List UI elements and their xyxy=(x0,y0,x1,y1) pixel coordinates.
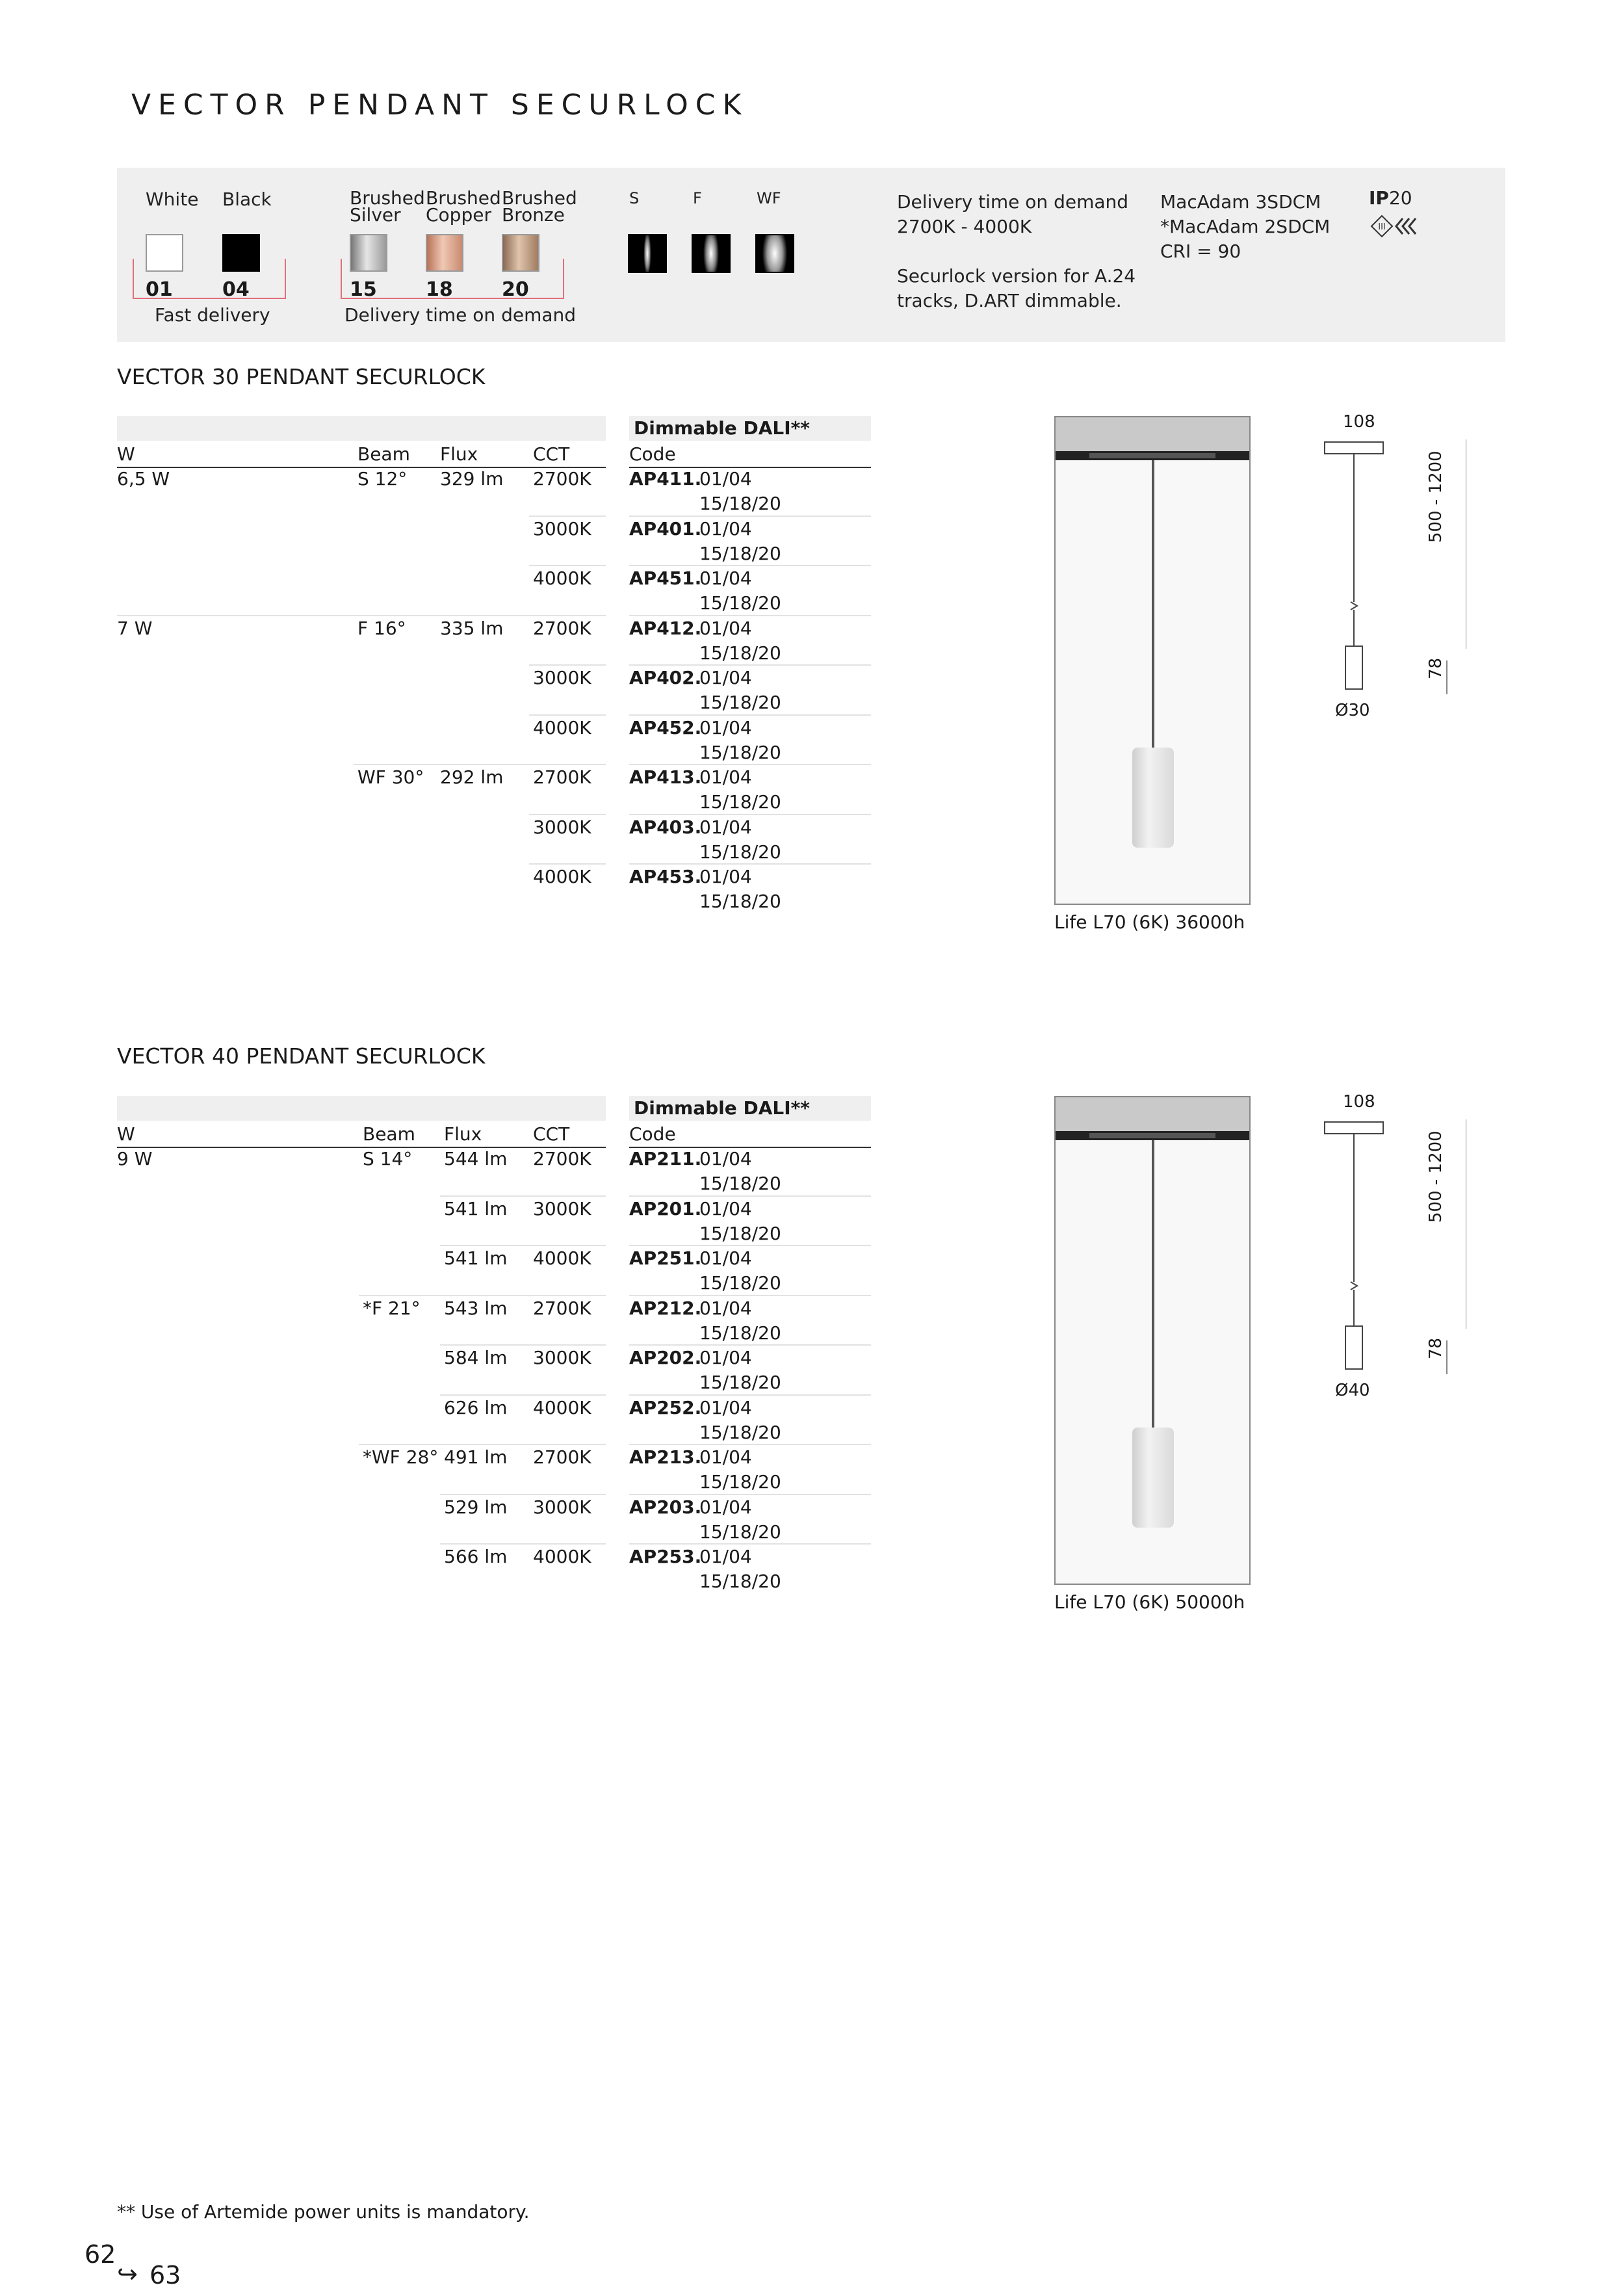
delivery-on-demand-label: Delivery time on demand xyxy=(344,304,577,326)
cell-finish-2: 15/18/20 xyxy=(699,791,781,813)
fast-delivery-bracket xyxy=(133,259,286,299)
ip-prefix: IP xyxy=(1369,187,1389,209)
info1-line1: Delivery time on demand xyxy=(897,191,1129,213)
beam-label-wf: WF xyxy=(757,189,781,207)
ip-value: 20 xyxy=(1388,187,1412,209)
cell-flux: 335 lm xyxy=(440,617,504,639)
cell-finish-1: 01/04 xyxy=(699,1396,752,1418)
cell-code: AP213. xyxy=(629,1446,702,1468)
footnote: ** Use of Artemide power units is mandatory. xyxy=(117,2201,530,2223)
cell-code: AP212. xyxy=(629,1297,702,1319)
track-top xyxy=(1056,1097,1249,1131)
cell-cct: 2700K xyxy=(533,1148,591,1169)
cell-cct: 2700K xyxy=(533,468,591,489)
cell-code: AP253. xyxy=(629,1546,702,1567)
dim-body: 78 xyxy=(1426,1337,1446,1359)
finish-label-brushed-bronze: Brushed Bronze xyxy=(502,187,577,226)
ip-text xyxy=(1369,187,1412,209)
dim-top: 108 xyxy=(1343,1092,1375,1112)
cell-flux: 543 lm xyxy=(444,1297,508,1319)
cell-finish-1: 01/04 xyxy=(699,716,752,738)
cell-finish-1: 01/04 xyxy=(699,1546,752,1567)
cell-cct: 3000K xyxy=(533,816,591,838)
row-rule-code xyxy=(629,714,871,716)
row-rule xyxy=(440,1494,606,1495)
dim-top: 108 xyxy=(1343,412,1375,432)
finish-label-black: Black xyxy=(222,189,272,210)
cell-code: AP401. xyxy=(629,517,702,540)
cell-finish-1: 01/04 xyxy=(699,866,752,887)
cell-code: AP252. xyxy=(629,1396,702,1418)
certification-icons xyxy=(1369,213,1421,239)
row-rule xyxy=(117,615,606,616)
cell-finish-1: 01/04 xyxy=(699,468,752,489)
col-head-w: W xyxy=(117,1123,135,1145)
dim-length: 500 - 1200 xyxy=(1426,1130,1446,1223)
delivery-info xyxy=(897,190,1136,313)
cell-finish-1: 01/04 xyxy=(699,1197,752,1220)
beam-label-s: S xyxy=(629,189,640,207)
cell-finish-2: 15/18/20 xyxy=(699,493,781,514)
cell-beam: F 16° xyxy=(357,617,406,639)
cell-finish-2: 15/18/20 xyxy=(699,1272,781,1294)
row-rule-code xyxy=(629,515,871,517)
finish-label-brushed-silver: Brushed Silver xyxy=(350,187,425,226)
cell-finish-1: 01/04 xyxy=(699,567,752,589)
cell-code: AP211. xyxy=(629,1148,702,1169)
product-image xyxy=(1054,1096,1251,1585)
cell-code: AP453. xyxy=(629,866,702,887)
col-head-beam: Beam xyxy=(363,1123,415,1145)
finish-info-band xyxy=(117,168,1505,342)
cell-flux: 541 lm xyxy=(444,1197,508,1220)
color-info xyxy=(1160,190,1330,264)
finish-code-brushed-copper: 18 xyxy=(426,278,453,301)
beam-icon-f xyxy=(692,234,731,273)
cell-finish-2: 15/18/20 xyxy=(699,542,781,564)
section-title: VECTOR 30 PENDANT SECURLOCK xyxy=(117,364,486,389)
product-image xyxy=(1054,416,1251,905)
cell-finish-2: 15/18/20 xyxy=(699,891,781,912)
cell-beam: S 14° xyxy=(363,1148,413,1169)
row-rule xyxy=(440,1344,606,1346)
cell-flux: 491 lm xyxy=(444,1446,508,1468)
section-title: VECTOR 40 PENDANT SECURLOCK xyxy=(117,1043,486,1069)
on-demand-bracket xyxy=(341,259,564,299)
cell-cct: 2700K xyxy=(533,617,591,639)
cell-finish-1: 01/04 xyxy=(699,1247,752,1269)
col-head-code: Code xyxy=(629,443,676,465)
cell-flux: 584 lm xyxy=(444,1347,508,1368)
page-title: VECTOR PENDANT SECURLOCK xyxy=(131,88,749,122)
cell-finish-2: 15/18/20 xyxy=(699,1222,781,1244)
suspension-cable xyxy=(1152,460,1154,749)
cell-code: AP451. xyxy=(629,567,702,589)
row-rule-code xyxy=(629,1444,871,1445)
info1-spacer xyxy=(897,239,1136,264)
cell-code: AP203. xyxy=(629,1496,702,1518)
life-label: Life L70 (6K) 36000h xyxy=(1054,911,1245,933)
cell-finish-2: 15/18/20 xyxy=(699,1571,781,1592)
cell-finish-1: 01/04 xyxy=(699,1148,752,1169)
row-rule xyxy=(529,515,606,517)
cell-w: 6,5 W xyxy=(117,468,170,489)
finish-label-white: White xyxy=(146,189,199,210)
cell-finish-1: 01/04 xyxy=(699,1496,752,1518)
row-rule-code xyxy=(629,764,871,765)
beam-label-f: F xyxy=(693,189,702,207)
row-rule-code xyxy=(629,565,871,566)
cell-flux: 544 lm xyxy=(444,1148,508,1169)
cell-cct: 4000K xyxy=(533,1247,591,1269)
cell-finish-2: 15/18/20 xyxy=(699,1173,781,1194)
cell-finish-1: 01/04 xyxy=(699,1297,752,1319)
finish-code-brushed-silver: 15 xyxy=(350,278,377,301)
cell-cct: 3000K xyxy=(533,1197,591,1220)
col-head-flux: Flux xyxy=(440,443,478,465)
cell-beam: WF 30° xyxy=(357,766,424,788)
cell-beam: S 12° xyxy=(357,468,408,489)
cell-finish-2: 15/18/20 xyxy=(699,1421,781,1443)
cell-finish-2: 15/18/20 xyxy=(699,692,781,713)
col-head-cct: CCT xyxy=(533,443,570,465)
col-head-code: Code xyxy=(629,1123,676,1145)
row-rule xyxy=(529,714,606,716)
cell-cct: 4000K xyxy=(533,1546,591,1567)
cell-finish-2: 15/18/20 xyxy=(699,1520,781,1543)
cell-w: 7 W xyxy=(117,617,153,639)
cell-code: AP201. xyxy=(629,1197,702,1220)
cell-flux: 626 lm xyxy=(444,1396,508,1418)
cell-cct: 4000K xyxy=(533,866,591,887)
finish-label-brushed-copper: Brushed Copper xyxy=(426,187,501,226)
row-rule xyxy=(354,764,606,765)
row-rule-code xyxy=(629,814,871,815)
cell-cct: 4000K xyxy=(533,1396,591,1418)
beam-icon-wf xyxy=(755,234,794,273)
cell-flux: 329 lm xyxy=(440,468,504,489)
cell-cct: 3000K xyxy=(533,667,591,688)
info1-line5: tracks, D.ART dimmable. xyxy=(897,290,1122,311)
cell-cct: 3000K xyxy=(533,1347,591,1368)
cell-code: AP403. xyxy=(629,816,702,838)
row-rule-code xyxy=(629,615,871,616)
track-top xyxy=(1056,417,1249,451)
cell-finish-2: 15/18/20 xyxy=(699,592,781,614)
cell-finish-1: 01/04 xyxy=(699,1446,752,1468)
dimmable-label: Dimmable DALI** xyxy=(634,1097,810,1119)
row-rule xyxy=(359,1295,606,1296)
cell-cct: 4000K xyxy=(533,567,591,589)
cell-code: AP413. xyxy=(629,766,702,788)
beam-icon-s xyxy=(628,234,667,273)
life-label: Life L70 (6K) 50000h xyxy=(1054,1591,1245,1613)
cell-cct: 4000K xyxy=(533,716,591,738)
cell-code: AP452. xyxy=(629,716,702,738)
col-head-w: W xyxy=(117,443,135,465)
cell-cct: 3000K xyxy=(533,517,591,540)
row-rule xyxy=(529,664,606,666)
row-rule xyxy=(440,1195,606,1197)
cell-flux: 292 lm xyxy=(440,766,504,788)
row-rule-code xyxy=(629,664,871,666)
row-rule-code xyxy=(629,1295,871,1296)
row-rule-code xyxy=(629,1394,871,1396)
cell-cct: 3000K xyxy=(533,1496,591,1518)
cell-finish-2: 15/18/20 xyxy=(699,1322,781,1344)
info2-line3: CRI = 90 xyxy=(1160,241,1241,262)
row-rule-code xyxy=(629,863,871,865)
row-rule-code xyxy=(629,1344,871,1346)
cell-code: AP411. xyxy=(629,468,702,489)
info1-line4: Securlock version for A.24 xyxy=(897,265,1136,287)
cell-flux: 541 lm xyxy=(444,1247,508,1269)
dim-length: 500 - 1200 xyxy=(1426,450,1446,543)
track-slot xyxy=(1089,453,1215,458)
cell-finish-2: 15/18/20 xyxy=(699,741,781,763)
row-rule-code xyxy=(629,1543,871,1545)
pendant-body xyxy=(1132,1428,1174,1528)
row-rule xyxy=(529,565,606,566)
page-number-left: 62 xyxy=(84,2240,116,2269)
cell-code: AP202. xyxy=(629,1347,702,1368)
cell-flux: 529 lm xyxy=(444,1496,508,1518)
page-number-right: 63 xyxy=(149,2261,181,2289)
info2-line2: *MacAdam 2SDCM xyxy=(1160,216,1331,237)
suspension-cable xyxy=(1152,1140,1154,1429)
dimmable-label: Dimmable DALI** xyxy=(634,417,810,439)
svg-text:III: III xyxy=(1378,222,1386,232)
cell-finish-2: 15/18/20 xyxy=(699,841,781,863)
finish-code-white: 01 xyxy=(146,278,173,301)
cell-code: AP251. xyxy=(629,1247,702,1269)
info1-line2: 2700K - 4000K xyxy=(897,216,1032,237)
row-rule xyxy=(440,1543,606,1545)
row-rule-code xyxy=(629,1494,871,1495)
cell-finish-1: 01/04 xyxy=(699,517,752,540)
cell-finish-1: 01/04 xyxy=(699,816,752,838)
ip-rating xyxy=(1369,189,1412,208)
col-head-flux: Flux xyxy=(444,1123,482,1145)
row-rule xyxy=(529,863,606,865)
cell-flux: 566 lm xyxy=(444,1546,508,1567)
col-head-beam: Beam xyxy=(357,443,410,465)
track-slot xyxy=(1089,1133,1215,1138)
finish-code-brushed-bronze: 20 xyxy=(502,278,529,301)
info2-line1: MacAdam 3SDCM xyxy=(1160,191,1321,213)
cell-finish-2: 15/18/20 xyxy=(699,1372,781,1393)
dim-diameter: Ø40 xyxy=(1335,1381,1370,1400)
col-head-cct: CCT xyxy=(533,1123,570,1145)
cell-code: AP412. xyxy=(629,617,702,639)
cell-finish-1: 01/04 xyxy=(699,766,752,788)
cell-w: 9 W xyxy=(117,1148,153,1169)
table-head-bar xyxy=(117,1096,606,1121)
cell-beam: *WF 28° xyxy=(363,1446,439,1468)
row-rule xyxy=(440,1394,606,1396)
row-rule-code xyxy=(629,1245,871,1246)
cell-finish-2: 15/18/20 xyxy=(699,642,781,664)
fast-delivery-label: Fast delivery xyxy=(155,304,270,326)
cell-cct: 2700K xyxy=(533,766,591,788)
pendant-body xyxy=(1132,748,1174,848)
row-rule xyxy=(359,1444,606,1445)
cell-cct: 2700K xyxy=(533,1297,591,1319)
cell-finish-1: 01/04 xyxy=(699,617,752,639)
dim-diameter: Ø30 xyxy=(1335,701,1370,720)
cell-cct: 2700K xyxy=(533,1446,591,1468)
dim-body: 78 xyxy=(1426,657,1446,679)
finish-code-black: 04 xyxy=(222,278,250,301)
row-rule xyxy=(529,814,606,815)
cell-code: AP402. xyxy=(629,667,702,688)
cell-finish-1: 01/04 xyxy=(699,667,752,688)
cell-finish-2: 15/18/20 xyxy=(699,1471,781,1493)
row-rule-code xyxy=(629,1195,871,1197)
cell-beam: *F 21° xyxy=(363,1297,421,1319)
row-rule xyxy=(440,1245,606,1246)
cell-finish-1: 01/04 xyxy=(699,1347,752,1368)
table-head-bar xyxy=(117,416,606,441)
page-arrow: ↪ xyxy=(117,2260,138,2288)
